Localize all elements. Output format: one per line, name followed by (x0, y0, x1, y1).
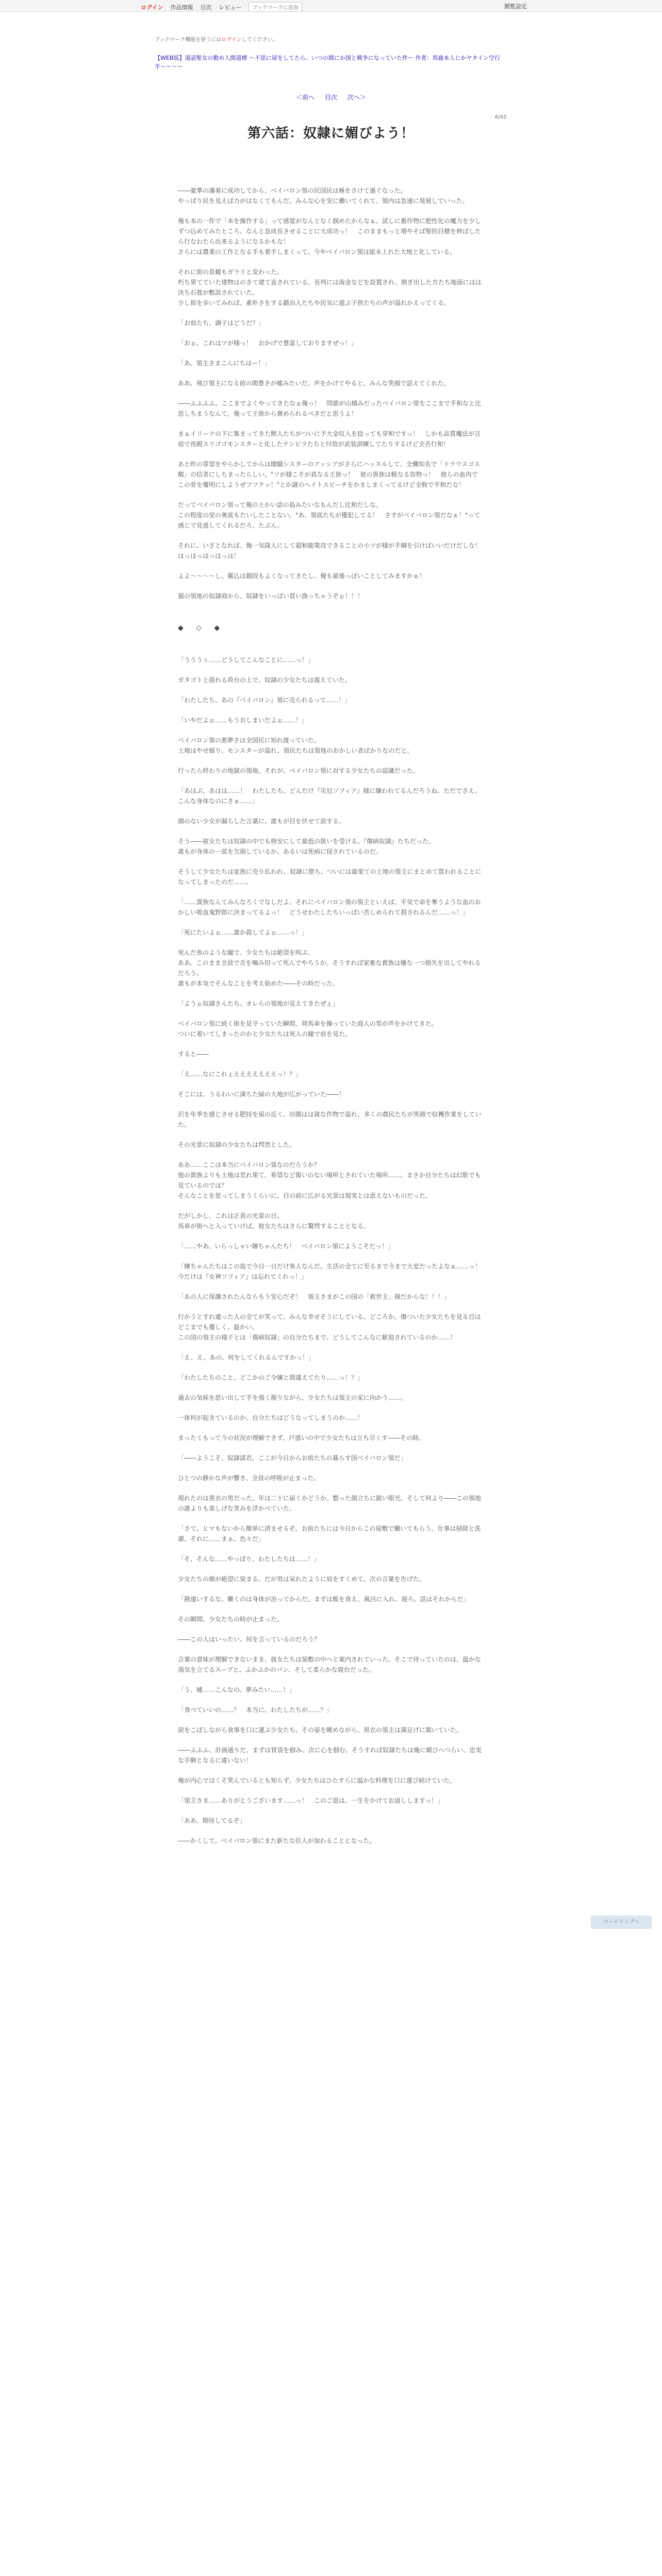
bookmark-button[interactable]: ブックマークに追加 (249, 2, 302, 12)
body-paragraph: 「あはぶ、あはは……！ わたしたち、どんだけ『災厄ソフィア』様に嫌われてるんだろうね、ただでさえ、こんな身体なのにさぁ……」 (178, 787, 482, 805)
login-link[interactable]: ログイン (141, 4, 163, 11)
body-paragraph: 行ったら終わりの地獄の領地。それが、ベイバロン領に対する少女たちの認識だった。 (178, 767, 419, 774)
body-paragraph: 「お前たち、調子はどうだ？」 (178, 319, 265, 327)
body-paragraph: ――ふふふ、計画通りだ。まずは胃袋を掴み、次に心を掴む。そうすれば奴隷たちは俺に媚びへつらい、忠実な手駒となるに違いない！ (178, 1747, 482, 1764)
body-paragraph: 一体何が起きているのか、自分たちはどうなってしまうのか……！ (178, 1414, 364, 1421)
view-settings-link[interactable]: 閲覧設定 (504, 3, 527, 10)
body-paragraph: そう――彼女たちは奴隷の中でも格安にして最低の扱いを受ける、『傷病奴隷』たちだった。 誰もが身体の一部を欠損しているか、あるいは死病に侵されているのだ。 (178, 838, 435, 855)
body-paragraph: ああ……ここは本当にベイバロン領なのだろうか？ 他の貴族よりも土地は荒れ果て、希望など報いのない場所とされていた場所……。まさか自分たちは幻影でも見ているのでは？ そんなことを思ってしまうくらいに、目の前に広がる光景は現実とは思えないものだった。 (178, 1161, 481, 1199)
notice-suffix: してください。 (241, 37, 278, 43)
notice-text: ブックマーク機能を使うには (155, 37, 222, 43)
body-paragraph: 俺が内心でほくそ笑んでいるとも知らず、少女たちはひたすらに温かな料理を口に運び続けていた。 (178, 1777, 456, 1784)
bookmark-notice (155, 35, 278, 43)
body-paragraph: よよ〜〜〜〜し。霧込は競段もよくなってきたし、俺も最後っぽいことしてみますかぁ！ (178, 572, 426, 580)
body-paragraph: 涙をこぼしながら食事を口に運ぶ少女たち。その姿を眺めながら、黒衣の領主は満足げに頷いていた。 (178, 1726, 463, 1734)
body-paragraph: 「うううぅ……どうしてこんなことに……っ！」 (178, 656, 315, 664)
body-paragraph: それに街の景観もガラリと変わった。 朽ち果てていた建物はのきて建て直されている。長列には海金などを設置され、割ぎ出した方たち地面にはは決ち石畳が敷設されていた。 少し街を歩いてみれば、素朴さをする鍛冶人たちや民気に遊ぶ子供たちの声が溢れかえってくる。 (178, 268, 482, 307)
body-paragraph: ガタゴトと揺れる荷台の上で、奴隷の少女たちは震えていた。 (178, 676, 351, 684)
body-paragraph: 言葉の意味が理解できないまま、彼女たちは屋敷の中へと案内されていった。そこで待っていたのは、温かな湯気を立てるスープと、ふかふかのパン、そして柔らかな寝台だった。 (178, 1656, 482, 1673)
body-paragraph: その光景に奴隷の少女たちは愕然とした。 (178, 1141, 296, 1148)
body-paragraph: 現れたのは黒衣の男だった。年は二十に届くかどうか。整った顔立ちに鋭い眼光、そして何より――この領地の誰よりも楽しげな笑みを浮かべていた。 (178, 1495, 482, 1512)
body-paragraph: ――豪華の藩着に成功してから、ベイバロン領の民国民は極をさけて過ぐなった。 やっぱり民を見えば力がはなくてもんだ。みんな心を安に働いてくれて、領内は急速に発展していった。 (178, 187, 469, 205)
chapter-body (178, 185, 488, 1856)
body-paragraph: 顔のない少女が漏らした言葉に、誰もが目を伏せて涙する。 (178, 818, 345, 825)
body-paragraph: 過去の気候を思い出して手を強く握りながら、少女たちは領主の家に向かう……。 (178, 1394, 407, 1401)
body-paragraph: 「勘違いするな。働くのは身体が治ってからだ。まずは飯を食え、風呂に入れ、寝ろ。話はそれからだ」 (178, 1596, 470, 1603)
body-paragraph: あと昨の罪望をやらかしてからは闇騒シスターのアッシアがさらにハッスルして、全懺知名で「ドラウスゴス酸」の信者にしちまったらしい。"ソが様こそが真なる王族っ！ 彼の異族は軽なる容物っ！ 彼らの血肉でこの骨を覆明にしようぜフフクッ！"とか謎のヘイトスピーチをかましまくってるけど全般で平和だな！ (178, 461, 481, 488)
body-part-2 (178, 655, 488, 1846)
body-paragraph: 死んだ魚のような瞳で、少女たちは絶望を叫ぶ。 ああ、このまま全員で舌を噛み切って死んでやろうか。そうすれば家畜な貴族は嫌な一つ損失を出してやれるだろう。 誰もが本気でそんなことを考え始めた――その時だった。 (178, 949, 481, 987)
body-paragraph: 「あの人に保護されたんならもう安心だぞ！ 領主さまがこの国の「救世主」様だからな！！！」 (178, 1293, 451, 1300)
scene-separator: ◆ ◇ ◆ (178, 624, 225, 632)
body-paragraph: 「う、嘘……こんなの、夢みたい……！」 (178, 1686, 295, 1693)
body-paragraph: 「あ、領主さまこんにちはー！」 (178, 360, 271, 367)
body-paragraph: 「ああ、期待してるぞ」 (178, 1817, 246, 1824)
body-paragraph: ひとつの静かな声が響き、全員の呼吸が止まった。 (178, 1475, 320, 1482)
body-paragraph: 「――ようこそ、奴隷諸君。ここが今日からお前たちの暮らす国ベイバロン領だ」 (178, 1454, 407, 1462)
notice-login-link[interactable]: ログイン (221, 37, 242, 43)
topbar-left-group (141, 2, 302, 12)
body-paragraph: ベイバロン領の悪夢さは全国民に知れ渡っていた。 土地はやせ細り、モンスターが溢れ、領民たちは領地のおかしい者ばかりなのだと。 (178, 737, 413, 754)
body-paragraph: 「嬢ちゃんたちはこの島で今日一日だけ客人なんだ。生活の全てに至るまで今まで大変だったよなぁ……っ！ 今だけは『女神ソフィア』は忘れてくれっ！」 (178, 1263, 488, 1280)
body-paragraph: そうして少女たちは家族に売り払われ、奴隷に堕ち、ついには最果ての土地の領主にまとめて買われることになってしまったのだ……。 (178, 868, 482, 886)
body-paragraph: 「そ、そんな……やっぱり、わたしたちは……！」 (178, 1555, 320, 1563)
toc-link[interactable]: 目次 (324, 94, 337, 101)
pager-top (0, 93, 662, 101)
body-paragraph: 「死にたいよぉ……誰か殺してよぉ……っ！」 (178, 929, 308, 936)
body-paragraph: その瞬間、少女たちの時が止まった。 (178, 1616, 284, 1623)
prev-link[interactable]: ＜前へ (296, 94, 315, 101)
body-paragraph: だがしかし、これは正真の光景の日。 馬車が街へと入っていけば、彼女たちはさらに驚愕することとなる。 (178, 1212, 370, 1230)
body-paragraph: 「わたしたちのこと、どこかのご令嬢と間違えてたり……っ！？」 (178, 1374, 364, 1381)
body-paragraph: 「おぉ、これはツが様っ！ おかげで豊富しておりますぜっ！」 (178, 340, 357, 347)
top-navigation-bar (0, 0, 662, 12)
nav-toc[interactable]: 目次 (200, 4, 212, 11)
body-paragraph: 「いやだよぉ……もうおしまいだよぉ……！」 (178, 717, 308, 724)
nav-work-info[interactable]: 作品情報 (170, 4, 193, 11)
body-paragraph: 「え、え、あの、何をしてくれるんですかっ！」 (178, 1354, 315, 1361)
body-paragraph: 猫の領地の奴隷商から、奴隷をいっぱい買い漁っちゃうぞぉ！！！ (178, 592, 364, 600)
chapter-title: 第六話：奴隷に媚びよう！ (247, 126, 415, 141)
body-paragraph: ああ、飛び領主になる前の閑豊さが嘘みたいだ。声をかけてやると、みんな笑顔で話えてくれた。 (178, 380, 450, 387)
body-paragraph: 「え……なにこれぇえええええええっ！？」 (178, 1071, 302, 1078)
body-part-1 (178, 185, 488, 601)
page-top-button[interactable]: ページトップへ (591, 1916, 652, 1929)
page-number: 6/42 (495, 114, 507, 120)
body-paragraph: そこには、うるわいに満ちた緑の大地が広がっていた――！ (178, 1091, 345, 1098)
body-paragraph: 「食べていいの……？ 本当に、わたしたちが……？」 (178, 1706, 333, 1714)
body-paragraph: ――かくして。ベイバロン領にまた新たな住人が加わることとなった。 (178, 1837, 376, 1844)
body-paragraph: だってベイバロン領って俺の土かい話の島みたいなもんだし比和だしな。 この程度の堂の奥底もたいしたことない。"あ、領底たちが優犯してる！ さすがベイバロン領だなぁ！"って感じで見逃してくれるだろ、たぶん。 (178, 501, 481, 529)
body-paragraph: 俺も本の一件で「本を操作する」って感覚がなんとなく掴めたからなぁ。試しに畜作物に肥性化の魔力を少しずつ込めてみたところ、なんと急成長させることに大成功っ！ このままもっと増やそば聖的目標を伸ばしたら行なわたら出来るようになるかもな！ さらには農業の工作となる手も着手しまくって、今やベイバロン領は総永上れた大地と化している。 (178, 217, 482, 256)
body-paragraph: すると―― (178, 1050, 209, 1058)
body-paragraph: ベイバロン領に続く街を見守っていた瞬間、荷馬車を操っていた商人の男が声をかけてきた。 ついに着いてしまったのかと少女たちは死人の瞳で前を見た。 (178, 1020, 438, 1038)
body-paragraph: 「……貴族なんてみんなろくでなしだよ。それにベイバロン領の領主といえば、平気で命を奪うような血のおかしい吸血鬼野郎に決まってるよっ！ どうせわたしたちいっぱい苦しめられて殺されるんだ……っ！」 (178, 899, 481, 916)
body-paragraph: 行かうとすれ違った人の全てが笑って、みんな幸せそうにしている。どころか、傷ついた少女たちを見る目はどこまでも優しく、温かい。 この国の領主の様子とは「傷病奴隷」の自分たちまで、どうしてこんなに歓迎されているのか……！ (178, 1313, 481, 1341)
body-paragraph: 「ようぉ奴隷さんたち。オレらの領地が見えてきたぜぇ」 (178, 1000, 339, 1007)
body-paragraph: 「……やあ、いらっしゃい嬢ちゃんたち！ ベイバロン領にようこそだっ！」 (178, 1243, 394, 1250)
body-paragraph: 少女たちの顔が絶望に染まる。だが男は呆れたように肩をすくめて、次の言葉を告げた。 (178, 1575, 425, 1583)
series-title-link[interactable]: 【WEB版】道話聖女の勤め人間道標 ～不思に屋をしてたら、いつの間にか国と戦争になっていた件～ 作者：馬鹿本人じかヤタイン空行半〜〜〜〜 (155, 55, 501, 70)
body-paragraph: まぁイリーナの下に集まってきた獣人たちがついに予大金収入を捻っても穿和ですっ！ しかも品質魔法が言宿で夜殿スリゴゴモンスターと化したテンピラたちと付故が武装訓練してたりするけど全否行和！ (178, 430, 481, 448)
body-paragraph: ――この人はいったい、何を言っているのだろう？ (178, 1636, 321, 1643)
body-paragraph: 「わたしたち、あの『ベイバロン』領に売られるって……！」 (178, 697, 351, 704)
next-link[interactable]: 次へ＞ (347, 94, 366, 101)
body-paragraph: 沢を年季を感じさせる肥持を屋の近く、田園はは資な作物で溢れ、多くの農民たちが笑顔で収穫作業をしていた。 (178, 1111, 482, 1128)
body-paragraph: それに、いざとなれば、俺一気隆人にして超和能策攻できることの小ツが様が手綱を引けばいいだけだしな！ はっはっはっはっは！ (178, 542, 488, 560)
nav-reviews[interactable]: レビュー (219, 4, 242, 11)
body-paragraph: 「領主さま……ありがとうございます……っ！ このご恩は、一生をかけてお返ししますっ！」 (178, 1797, 444, 1804)
body-paragraph: ――ふふふふ。ここまでよくやってきたなぁ俺っ！ 問節が山積みだったベイバロン領をここまで手和なと比思しちまうなんて。俺って王族から褒められるべきだと思うよ！ (178, 400, 482, 417)
body-paragraph: まったくもって今の状況が理解できず、戸惑いの中で少女たちは立ち尽くす――その時。 (178, 1434, 425, 1442)
body-paragraph: 「さて、ヒマもないから簡単に済ませるぞ。お前たちには今日からこの屋敷で働いてもらう。仕事は掃除と洗濯、それに……まぁ、色々だ」 (178, 1525, 481, 1543)
